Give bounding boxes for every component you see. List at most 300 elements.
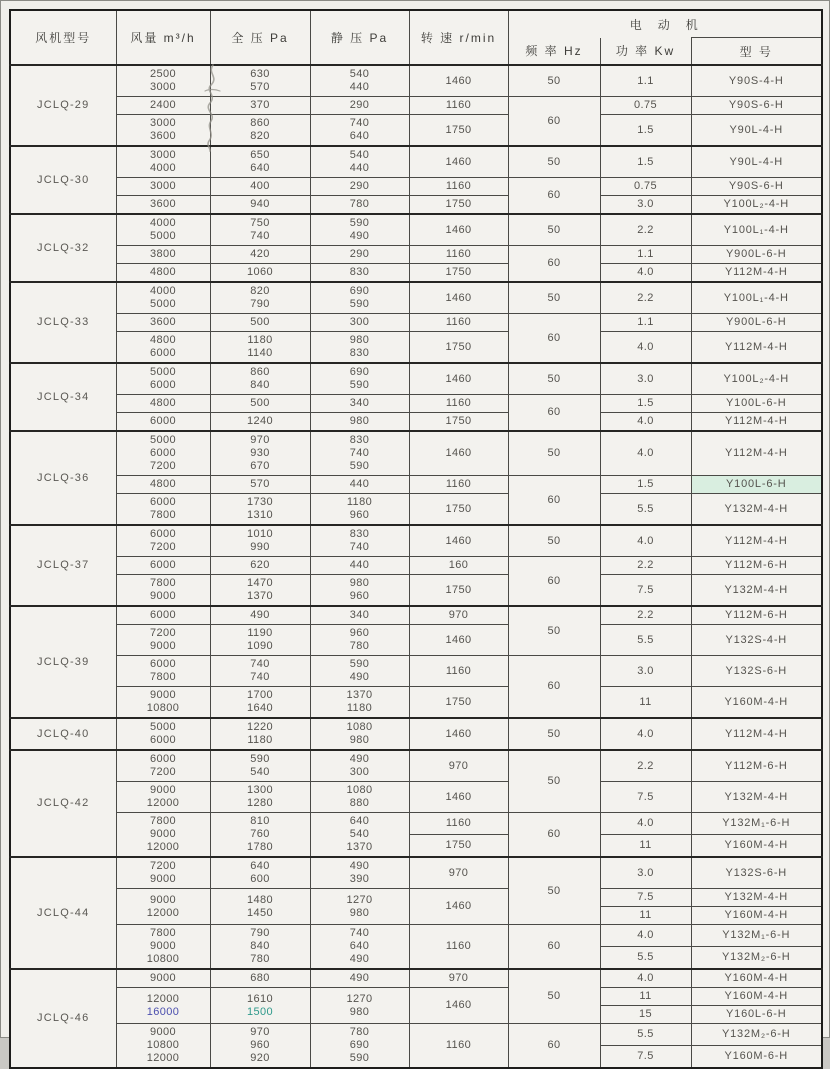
table-header bbox=[10, 10, 822, 65]
cell-value: 810 bbox=[250, 815, 270, 827]
cell-value: 740 bbox=[250, 658, 270, 670]
table-cell bbox=[691, 65, 822, 97]
table-cell bbox=[409, 718, 508, 750]
cell-value: 50 bbox=[547, 727, 561, 740]
table-cell bbox=[210, 718, 310, 750]
cell-value: 1780 bbox=[246, 841, 274, 853]
cell-value: 290 bbox=[349, 180, 370, 192]
table-cell bbox=[508, 431, 600, 476]
cell-value: 1750 bbox=[445, 695, 472, 708]
cell-value: 15 bbox=[638, 1008, 653, 1020]
cell-value: 3.0 bbox=[637, 198, 654, 210]
table-cell bbox=[600, 314, 691, 332]
table-cell bbox=[116, 314, 210, 332]
cell-value: 50 bbox=[547, 624, 561, 637]
cell-value: 690 bbox=[349, 1039, 370, 1051]
cell-value: 970 bbox=[448, 866, 469, 879]
table-cell bbox=[600, 834, 691, 857]
table-cell bbox=[409, 1024, 508, 1069]
table-cell bbox=[310, 687, 409, 719]
table-cell bbox=[691, 314, 822, 332]
table-cell bbox=[409, 314, 508, 332]
table-cell bbox=[600, 525, 691, 557]
header-total-pressure: 全 压 Pa bbox=[210, 10, 310, 65]
cell-value: 1180 bbox=[247, 734, 273, 746]
table-row bbox=[10, 813, 822, 835]
table-row bbox=[10, 575, 822, 607]
cell-value: JCLQ-39 bbox=[37, 655, 90, 668]
table-cell bbox=[310, 494, 409, 526]
cell-value: JCLQ-46 bbox=[37, 1012, 90, 1024]
cell-value: Y100L-6-H bbox=[726, 478, 787, 490]
cell-value: 60 bbox=[547, 114, 561, 127]
table-cell bbox=[409, 925, 508, 970]
cell-value: 12000 bbox=[146, 797, 180, 809]
cell-value: 420 bbox=[250, 248, 270, 260]
spec-table-body bbox=[10, 65, 822, 1068]
cell-value: Y132M-4-H bbox=[724, 502, 788, 515]
table-cell bbox=[310, 813, 409, 858]
table-cell bbox=[116, 557, 210, 575]
header-row-top bbox=[10, 10, 822, 38]
header-air-volume: 风量 m³/h bbox=[116, 10, 210, 65]
table-cell bbox=[691, 115, 822, 147]
table-row bbox=[10, 395, 822, 413]
table-cell bbox=[310, 476, 409, 494]
cell-value: 5.5 bbox=[637, 633, 654, 646]
table-cell bbox=[691, 363, 822, 395]
cell-value: 9000 bbox=[149, 893, 177, 906]
table-cell bbox=[691, 332, 822, 364]
cell-value: 340 bbox=[349, 609, 370, 621]
cell-value: 9000 bbox=[149, 689, 177, 701]
cell-value: 640 bbox=[349, 815, 370, 827]
cell-value: 4.0 bbox=[637, 340, 654, 353]
cell-value: 1460 bbox=[445, 727, 472, 740]
table-cell bbox=[210, 575, 310, 607]
table-cell bbox=[409, 889, 508, 925]
table-cell bbox=[210, 146, 310, 178]
table-cell bbox=[310, 969, 409, 988]
cell-value: 1460 bbox=[445, 790, 472, 803]
table-cell bbox=[508, 363, 600, 395]
cell-value: 1460 bbox=[445, 633, 472, 646]
table-row bbox=[10, 557, 822, 575]
table-cell bbox=[116, 782, 210, 813]
table-cell bbox=[116, 246, 210, 264]
table-cell bbox=[116, 363, 210, 395]
table-cell bbox=[116, 687, 210, 719]
cell-value: 7800 bbox=[149, 577, 177, 589]
table-cell bbox=[210, 246, 310, 264]
table-cell bbox=[600, 750, 691, 782]
table-cell bbox=[600, 282, 691, 314]
table-cell bbox=[310, 575, 409, 607]
cell-value: 690 bbox=[349, 285, 370, 297]
cell-value: 60 bbox=[547, 574, 561, 587]
cell-value: Y90L-4-H bbox=[729, 123, 783, 136]
table-cell bbox=[691, 1006, 822, 1024]
table-cell bbox=[310, 65, 409, 97]
cell-value: Y900L-6-H bbox=[726, 316, 787, 328]
cell-value: 2.2 bbox=[637, 609, 654, 621]
table-cell bbox=[691, 813, 822, 835]
cell-value: 7200 bbox=[149, 766, 177, 778]
cell-value: JCLQ-29 bbox=[37, 99, 90, 111]
table-row bbox=[10, 363, 822, 395]
cell-value: 1190 bbox=[247, 627, 273, 639]
cell-value: 1080 bbox=[346, 721, 373, 733]
cell-value: 740 bbox=[349, 447, 370, 459]
table-cell bbox=[508, 557, 600, 607]
table-cell bbox=[600, 557, 691, 575]
fan-model-cell bbox=[10, 525, 116, 606]
table-cell bbox=[691, 1024, 822, 1046]
cell-value: Y132M₁-6-H bbox=[722, 816, 791, 829]
table-cell bbox=[508, 606, 600, 656]
table-cell bbox=[210, 476, 310, 494]
table-cell bbox=[409, 264, 508, 283]
table-cell bbox=[116, 889, 210, 925]
cell-value: JCLQ-44 bbox=[37, 906, 90, 919]
cell-value: Y90L-4-H bbox=[729, 155, 783, 168]
table-cell bbox=[691, 246, 822, 264]
table-row bbox=[10, 525, 822, 557]
fan-model-cell bbox=[10, 431, 116, 525]
cell-value: 50 bbox=[547, 155, 561, 168]
table-cell bbox=[310, 625, 409, 656]
cell-value: 50 bbox=[547, 775, 561, 787]
header-power: 功 率 Kw bbox=[600, 38, 691, 66]
cell-value: 300 bbox=[349, 766, 370, 778]
cell-value: 9000 bbox=[149, 590, 177, 602]
cell-value: 6000 bbox=[149, 559, 177, 571]
cell-value: 920 bbox=[250, 1052, 270, 1064]
cell-value: 840 bbox=[250, 379, 270, 391]
cell-value: Y160M-4-H bbox=[724, 990, 788, 1002]
table-cell bbox=[210, 363, 310, 395]
table-row bbox=[10, 625, 822, 656]
cell-value: 540 bbox=[349, 68, 370, 80]
table-cell bbox=[409, 687, 508, 719]
cell-value: 5000 bbox=[149, 721, 177, 733]
cell-value: 340 bbox=[349, 397, 370, 409]
table-cell bbox=[116, 264, 210, 283]
table-cell bbox=[310, 431, 409, 476]
table-cell bbox=[691, 750, 822, 782]
table-cell bbox=[409, 282, 508, 314]
cell-value: Y112M-6-H bbox=[724, 559, 788, 571]
cell-value: 960 bbox=[349, 590, 370, 602]
cell-value: 980 bbox=[349, 415, 370, 427]
cell-value: 1010 bbox=[246, 528, 274, 540]
cell-value: Y112M-4-H bbox=[724, 727, 788, 740]
cell-value: 160 bbox=[448, 559, 469, 571]
cell-value: JCLQ-32 bbox=[37, 241, 90, 254]
cell-value: Y160M-4-H bbox=[724, 695, 788, 708]
cell-value: 1460 bbox=[445, 155, 472, 168]
table-row bbox=[10, 196, 822, 215]
table-cell bbox=[116, 925, 210, 970]
table-cell bbox=[409, 214, 508, 246]
cell-value: 970 bbox=[448, 609, 469, 621]
table-cell bbox=[310, 750, 409, 782]
table-cell bbox=[691, 782, 822, 813]
cell-value: Y132M-4-H bbox=[724, 583, 788, 596]
cell-value: 6000 bbox=[149, 447, 177, 459]
cell-value: 9000 bbox=[149, 828, 177, 840]
cell-value: 690 bbox=[349, 366, 370, 378]
cell-value: 4.0 bbox=[637, 534, 654, 547]
cell-value: 11 bbox=[639, 909, 652, 921]
table-cell bbox=[310, 925, 409, 970]
cell-value: 570 bbox=[250, 81, 270, 93]
table-row bbox=[10, 65, 822, 97]
table-cell bbox=[691, 946, 822, 969]
cell-value: 7.5 bbox=[637, 891, 654, 903]
table-cell bbox=[310, 264, 409, 283]
table-cell bbox=[600, 395, 691, 413]
cell-value: 9000 bbox=[149, 640, 177, 652]
cell-value: 650 bbox=[250, 149, 270, 161]
header-speed: 转 速 r/min bbox=[409, 10, 508, 65]
cell-value: 990 bbox=[250, 541, 270, 553]
table-cell bbox=[116, 969, 210, 988]
table-cell bbox=[409, 656, 508, 687]
cell-value: 5000 bbox=[149, 230, 177, 242]
fan-model-cell bbox=[10, 282, 116, 363]
table-cell bbox=[116, 476, 210, 494]
table-cell bbox=[116, 813, 210, 858]
cell-value: Y160M-4-H bbox=[724, 972, 788, 984]
cell-value: 1160 bbox=[445, 316, 472, 328]
table-cell bbox=[210, 65, 310, 97]
table-cell bbox=[600, 494, 691, 526]
cell-value: 5.5 bbox=[637, 950, 654, 963]
table-row bbox=[10, 656, 822, 687]
cell-value: 3.0 bbox=[637, 866, 654, 879]
table-cell bbox=[600, 687, 691, 719]
cell-value: 7.5 bbox=[637, 790, 654, 803]
cell-value: 1160 bbox=[445, 1039, 472, 1051]
table-cell bbox=[409, 606, 508, 625]
cell-value: 60 bbox=[547, 940, 561, 952]
table-cell bbox=[116, 431, 210, 476]
cell-value: 11 bbox=[639, 838, 652, 851]
table-cell bbox=[600, 65, 691, 97]
table-cell bbox=[691, 494, 822, 526]
cell-value: 1750 bbox=[445, 583, 472, 596]
cell-value: 50 bbox=[547, 372, 561, 385]
table-cell bbox=[600, 857, 691, 889]
cell-value: Y112M-4-H bbox=[724, 447, 788, 459]
cell-value: 4.0 bbox=[637, 972, 654, 984]
table-cell bbox=[116, 413, 210, 432]
cell-value: 440 bbox=[349, 559, 370, 571]
cell-value: 1280 bbox=[246, 797, 274, 809]
table-cell bbox=[409, 813, 508, 835]
cell-value: 60 bbox=[547, 257, 561, 269]
cell-value: 860 bbox=[250, 366, 270, 378]
table-cell bbox=[116, 625, 210, 656]
table-cell bbox=[508, 395, 600, 432]
cell-value: 980 bbox=[349, 906, 370, 919]
table-cell bbox=[600, 264, 691, 283]
table-cell bbox=[310, 314, 409, 332]
fan-model-cell bbox=[10, 65, 116, 146]
table-cell bbox=[210, 687, 310, 719]
table-cell bbox=[691, 214, 822, 246]
table-cell bbox=[409, 395, 508, 413]
cell-value: 4.0 bbox=[637, 928, 654, 941]
table-cell bbox=[508, 525, 600, 557]
table-row bbox=[10, 718, 822, 750]
cell-value: 1.5 bbox=[637, 123, 654, 136]
cell-value: 970 bbox=[448, 759, 469, 772]
cell-value: 980 bbox=[349, 334, 370, 346]
cell-value: Y160M-4-H bbox=[724, 838, 788, 851]
table-row bbox=[10, 969, 822, 988]
cell-value: 50 bbox=[547, 74, 561, 87]
table-cell bbox=[508, 718, 600, 750]
table-cell bbox=[310, 115, 409, 147]
cell-value: 400 bbox=[250, 180, 270, 192]
cell-value: 50 bbox=[547, 291, 561, 304]
cell-value: 11 bbox=[639, 695, 652, 708]
table-row bbox=[10, 282, 822, 314]
table-cell bbox=[310, 97, 409, 115]
cell-value: 1370 bbox=[346, 841, 373, 853]
table-cell bbox=[508, 65, 600, 97]
cell-value: 840 bbox=[250, 940, 270, 952]
cell-value: 2500 bbox=[149, 68, 177, 80]
cell-value: 960 bbox=[349, 627, 370, 639]
cell-value: 3000 bbox=[149, 81, 177, 93]
cell-value: 500 bbox=[250, 397, 270, 409]
table-cell bbox=[409, 557, 508, 575]
cell-value: 1480 bbox=[246, 893, 274, 906]
table-cell bbox=[116, 750, 210, 782]
table-cell bbox=[691, 575, 822, 607]
cell-value: 12000 bbox=[146, 841, 180, 853]
cell-value: 1310 bbox=[246, 509, 274, 521]
table-cell bbox=[310, 988, 409, 1024]
cell-value: 12000 bbox=[146, 992, 180, 1005]
cell-value: Y112M-4-H bbox=[724, 534, 788, 547]
table-row bbox=[10, 476, 822, 494]
cell-value: 1160 bbox=[445, 816, 472, 829]
table-cell bbox=[600, 214, 691, 246]
fan-model-cell bbox=[10, 718, 116, 750]
table-cell bbox=[116, 718, 210, 750]
table-cell bbox=[310, 557, 409, 575]
cell-value: 5000 bbox=[149, 366, 177, 378]
cell-value: 490 bbox=[250, 609, 270, 621]
table-cell bbox=[210, 606, 310, 625]
cell-value: 980 bbox=[349, 734, 370, 746]
cell-value: 1.5 bbox=[637, 155, 654, 168]
table-cell bbox=[508, 656, 600, 719]
cell-value: 1300 bbox=[246, 784, 274, 796]
fan-model-cell bbox=[10, 214, 116, 282]
table-cell bbox=[409, 494, 508, 526]
table-cell bbox=[691, 925, 822, 947]
table-cell bbox=[691, 196, 822, 215]
cell-value: 1160 bbox=[445, 664, 472, 677]
cell-value: Y132M-4-H bbox=[724, 790, 788, 803]
table-cell bbox=[310, 656, 409, 687]
cell-value: 6000 bbox=[149, 734, 177, 746]
cell-value: Y90S-6-H bbox=[728, 99, 784, 111]
table-cell bbox=[691, 431, 822, 476]
cell-value: 50 bbox=[547, 884, 561, 897]
cell-value: 440 bbox=[349, 81, 370, 93]
table-cell bbox=[691, 395, 822, 413]
cell-value: 740 bbox=[349, 927, 370, 939]
cell-value: 830 bbox=[349, 528, 370, 540]
table-cell bbox=[310, 857, 409, 889]
table-cell bbox=[691, 718, 822, 750]
cell-value: 7200 bbox=[149, 627, 177, 639]
table-cell bbox=[600, 575, 691, 607]
table-cell bbox=[310, 889, 409, 925]
cell-value: 750 bbox=[250, 217, 270, 229]
table-cell bbox=[310, 214, 409, 246]
cell-value: 1500 bbox=[246, 1005, 274, 1018]
cell-value: 300 bbox=[349, 316, 370, 328]
cell-value: 540 bbox=[349, 828, 370, 840]
table-row bbox=[10, 925, 822, 947]
cell-value: 1370 bbox=[346, 689, 373, 701]
table-cell bbox=[409, 750, 508, 782]
cell-value: 490 bbox=[349, 953, 370, 965]
cell-value: 970 bbox=[448, 972, 469, 984]
table-cell bbox=[508, 178, 600, 215]
cell-value: 590 bbox=[349, 217, 370, 229]
cell-value: 7800 bbox=[149, 509, 177, 521]
cell-value: 820 bbox=[250, 130, 270, 142]
cell-value: 6000 bbox=[149, 753, 177, 765]
cell-value: 3600 bbox=[149, 198, 177, 210]
cell-value: 4000 bbox=[149, 285, 177, 297]
table-cell bbox=[600, 969, 691, 988]
cell-value: 6000 bbox=[149, 609, 177, 621]
cell-value: Y160M-4-H bbox=[724, 909, 788, 921]
cell-value: 1450 bbox=[246, 906, 274, 919]
cell-value: 4800 bbox=[149, 334, 177, 346]
fan-model-cell bbox=[10, 606, 116, 718]
cell-value: 3000 bbox=[149, 117, 177, 129]
table-cell bbox=[409, 413, 508, 432]
cell-value: 50 bbox=[547, 990, 561, 1002]
table-cell bbox=[508, 857, 600, 925]
table-cell bbox=[691, 606, 822, 625]
cell-value: 440 bbox=[349, 162, 370, 174]
cell-value: 1370 bbox=[246, 590, 274, 602]
cell-value: 1750 bbox=[445, 838, 472, 851]
cell-value: 1730 bbox=[246, 496, 274, 508]
table-cell bbox=[210, 332, 310, 364]
table-cell bbox=[210, 782, 310, 813]
cell-value: 7800 bbox=[149, 671, 177, 683]
cell-value: 1610 bbox=[246, 992, 274, 1005]
fan-model-cell bbox=[10, 969, 116, 1068]
cell-value: 50 bbox=[547, 447, 561, 459]
table-cell bbox=[691, 178, 822, 196]
cell-value: 540 bbox=[349, 149, 370, 161]
cell-value: 1460 bbox=[445, 291, 472, 304]
table-cell bbox=[116, 332, 210, 364]
